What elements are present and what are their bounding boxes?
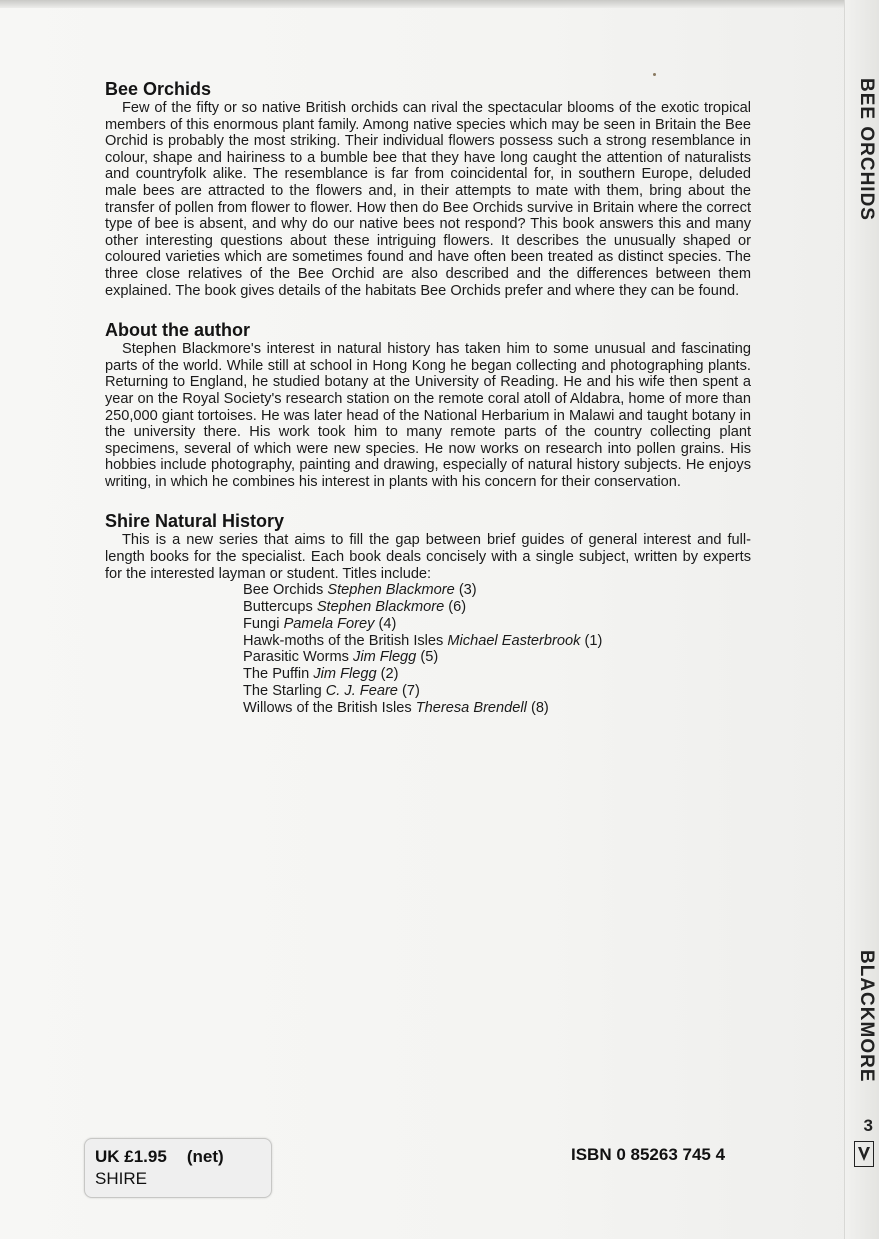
- paper-speck: [653, 73, 656, 76]
- series-title-item: Fungi Pamela Forey (4): [243, 615, 397, 632]
- heading-about-author: About the author: [105, 320, 250, 341]
- series-title-item: Bee Orchids Stephen Blackmore (3): [243, 582, 477, 599]
- paragraph-about-author: Stephen Blackmore's interest in natural history has taken him to some unusual and fascinating parts of the world. While still at school in Hong Kong he began collecting and photographing plants. Returning to England, he studied botany at the University of Reading. He and his wife then spent a year on the Royal Society's research station on the remote coral atoll of Aldabra, home of more than 250,000 giant tortoises. He was later head of the National Herbarium in Malawi and taught botany in the university there. His work took him to many remote parts of the country collecting plant specimens, several of which were new species. He now works on research into pollen grains. His hobbies include photography, painting and drawing, especially of natural history subjects. He enjoys writing, in which he combines his interest in plants with his concern for their conservation.: [105, 341, 751, 490]
- section-about-author: [105, 319, 751, 490]
- shire-logo-icon: [854, 1141, 874, 1167]
- spine-number: 3: [863, 1116, 873, 1135]
- heading-bee-orchids: Bee Orchids: [105, 79, 212, 99]
- heading-series: Shire Natural History: [105, 511, 285, 532]
- section-series: [105, 510, 751, 716]
- paragraph-series: This is a new series that aims to fill the gap between brief guides of general interest and full-length books for the specialist. Each book deals concisely with a single subject, written by experts for the interested layman or student. Titles include:: [105, 532, 751, 582]
- series-title-list: [243, 582, 751, 716]
- spine-title: BEE ORCHIDS: [856, 78, 877, 221]
- section-bee-orchids: [105, 78, 751, 299]
- price-sticker: [84, 1138, 272, 1198]
- price-net: (net): [186, 1147, 224, 1166]
- series-title-item: Parasitic Worms Jim Flegg (5): [243, 649, 439, 666]
- series-title-item: The Puffin Jim Flegg (2): [243, 666, 399, 683]
- isbn: ISBN 0 85263 745 4: [571, 1145, 726, 1164]
- series-title-item: The Starling C. J. Feare (7): [243, 683, 420, 700]
- publisher-name: SHIRE: [95, 1169, 147, 1188]
- paragraph-bee-orchids: Few of the fifty or so native British orchids can rival the spectacular blooms of the exotic tropical members of this enormous plant family. Among native species which may be seen in Britain the Bee Orchid is probably the most striking. Their individual flowers possess such a strong resemblance in colour, shape and hairiness to a bumble bee that they have long caught the attention of naturalists and countryfolk alike. The resemblance is far from coincidental for, in southern Europe, deluded male bees are attracted to the flowers and, in their attempts to mate with them, bring about the transfer of pollen from flower to flower. How then do Bee Orchids survive in Britain where the correct type of bee is absent, and why do our native bees not respond? This book answers this and many other interesting questions about these intriguing flowers. It describes the unusually shaped or coloured varieties which are sometimes found and have often been treated as distinct species. The three close relatives of the Bee Orchid are also described and the differences between them explained. The book gives details of the habitats Bee Orchids prefer and where they can be found.: [105, 100, 751, 299]
- cover-top-edge: [0, 0, 879, 8]
- blurb-content: [105, 78, 751, 737]
- series-title-item: Hawk-moths of the British Isles Michael Easterbrook (1): [243, 632, 603, 649]
- series-title-item: Willows of the British Isles Theresa Brendell (8): [243, 699, 549, 716]
- series-title-item: Buttercups Stephen Blackmore (6): [243, 599, 467, 616]
- spine-author: BLACKMORE: [856, 950, 877, 1083]
- price-line: [95, 1146, 261, 1168]
- price-value: UK £1.95: [95, 1147, 167, 1166]
